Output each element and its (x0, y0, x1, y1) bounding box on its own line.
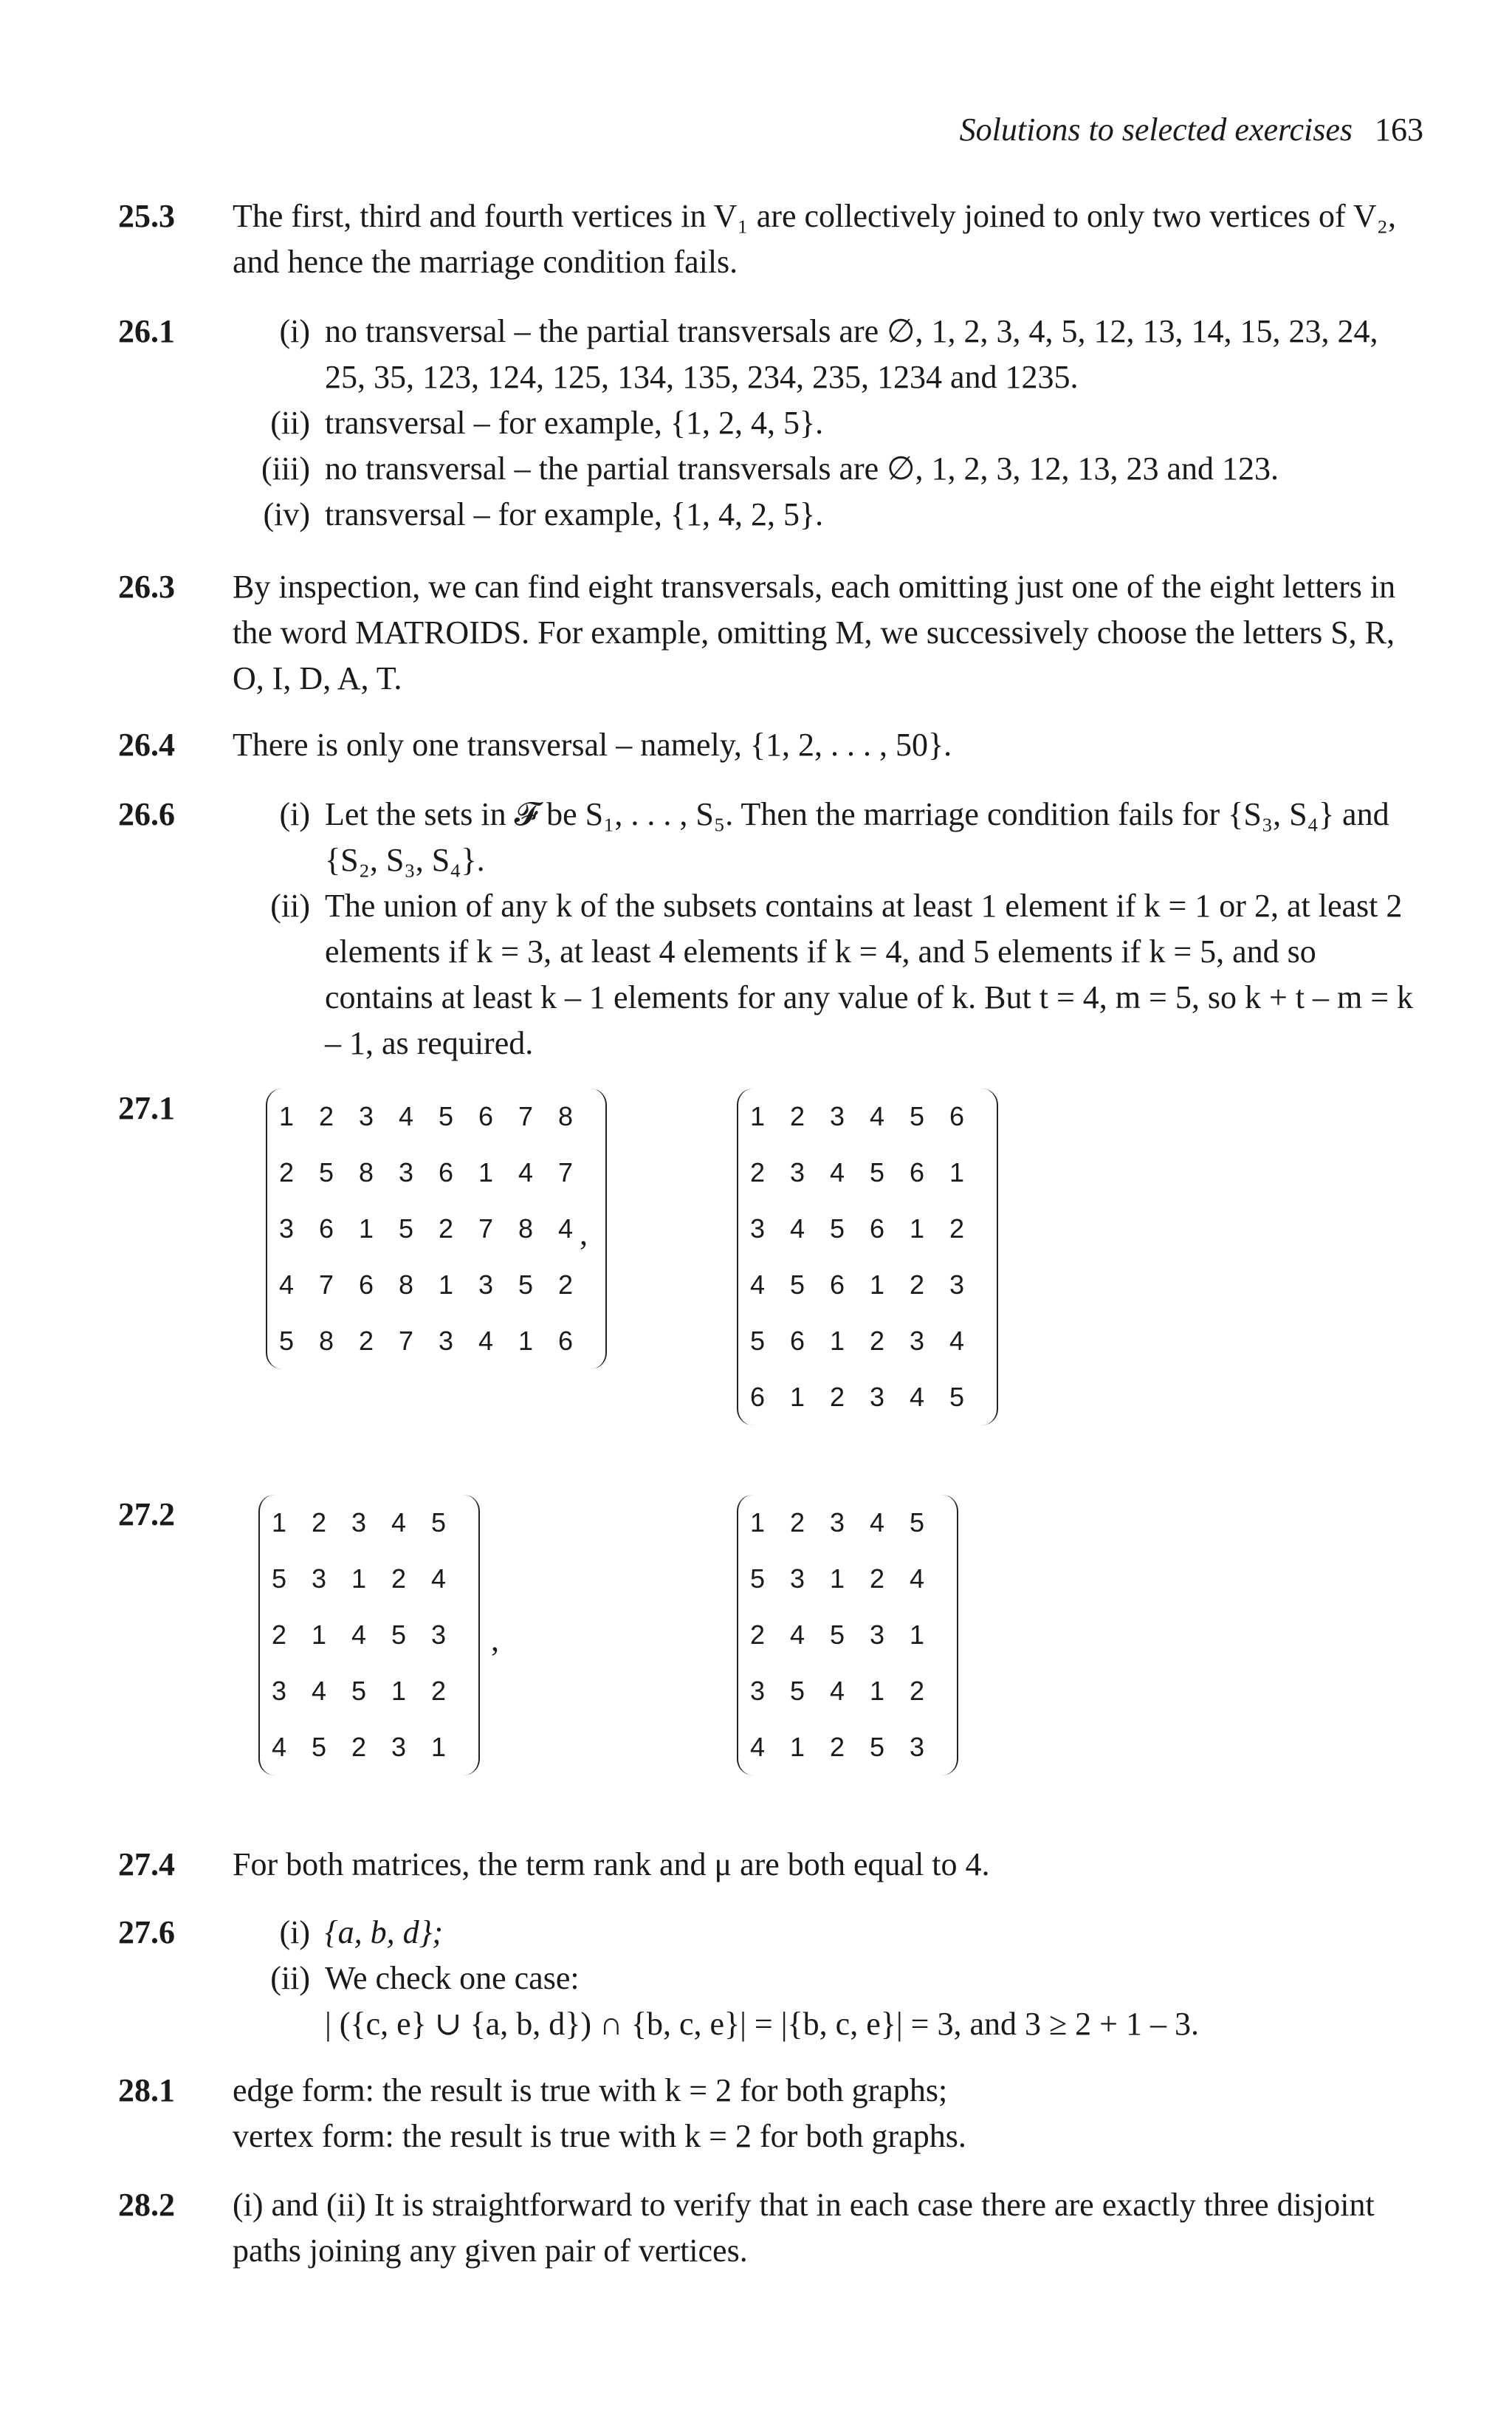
matrix-cell: 5 (319, 1157, 334, 1187)
matrix-cell: 4 (790, 1213, 805, 1244)
exercise-number: 25.3 (118, 198, 175, 234)
matrix-row (267, 1313, 605, 1369)
matrix-cell: 1 (750, 1101, 766, 1131)
matrix-cell: 1 (518, 1326, 534, 1356)
matrix-cell: 5 (910, 1101, 925, 1131)
matrix-cell: 6 (949, 1101, 965, 1131)
matrix-row (267, 1145, 605, 1201)
matrix-row (738, 1495, 957, 1551)
part-label: (i) (279, 796, 310, 832)
part-text: transversal – for example, {1, 4, 2, 5}. (325, 496, 824, 532)
matrix-cell: 2 (439, 1213, 454, 1244)
matrix-cell: 2 (910, 1676, 925, 1706)
part-text: We check one case: (325, 1960, 580, 1996)
matrix-cell: 2 (830, 1732, 845, 1762)
matrix-cell: 5 (830, 1620, 845, 1650)
part-text: no transversal – the partial transversals are ∅, 1, 2, 3, 12, 13, 23 and 123. (325, 450, 1279, 487)
matrix-cell: 2 (750, 1157, 766, 1187)
matrix-cell: 2 (830, 1382, 845, 1412)
matrix-cell: 3 (279, 1213, 295, 1244)
matrix-cell: 8 (558, 1101, 574, 1131)
exercise-26-6 (118, 792, 1418, 1066)
page-number: 163 (1375, 112, 1423, 148)
formula-line (233, 2001, 1418, 2047)
matrix-cell: 5 (870, 1732, 885, 1762)
matrix-row (738, 1257, 997, 1313)
matrix-cell: 3 (272, 1676, 287, 1706)
matrix-cell: 1 (790, 1382, 805, 1412)
matrix-cell: 8 (319, 1326, 334, 1356)
part-text: The union of any k of the subsets contains at least 1 element if k = 1 or 2, at least 2 elements if k = 3, at least 4 elements if k = 4, and 5 elements if k = 5, and so contains at least k – 1 elements for any value of k. But t = 4, m = 5, so k + t – m = k – 1, as required. (325, 888, 1414, 1061)
matrix-cell: 4 (830, 1676, 845, 1706)
part-label: (iv) (263, 496, 310, 532)
exercise-number: 26.4 (118, 727, 175, 763)
matrix-cell: 1 (359, 1213, 374, 1244)
matrix-cell: 2 (949, 1213, 965, 1244)
matrix-cell: 3 (870, 1382, 885, 1412)
exercise-text: The first, third and fourth vertices in V₁ are collectively joined to only two vertices of V₂, and hence the marriage condition fails. (233, 198, 1396, 280)
matrix-cell: 3 (870, 1620, 885, 1650)
matrix-cell: 1 (272, 1507, 287, 1538)
exercise-number: 27.2 (118, 1496, 175, 1532)
matrix-row (738, 1663, 957, 1719)
vertex-form-line: vertex form: the result is true with k = 2 for both graphs. (233, 2118, 966, 2154)
matrix-cell: 1 (312, 1620, 327, 1650)
part-iv (233, 492, 1418, 538)
formula: | ({c, e} ∪ {a, b, d}) ∩ {b, c, e}| = |{b, c, e}| = 3, and 3 ≥ 2 + 1 – 3. (325, 2006, 1199, 2042)
matrix-cell: 2 (359, 1326, 374, 1356)
matrix-separator: , (580, 1216, 588, 1252)
matrix-cell: 5 (312, 1732, 327, 1762)
matrix-cell: 7 (518, 1101, 534, 1131)
matrix-cell: 2 (279, 1157, 295, 1187)
matrix-cell: 2 (272, 1620, 287, 1650)
matrix-cell: 1 (949, 1157, 965, 1187)
matrix-cell: 1 (478, 1157, 494, 1187)
matrix-cell: 6 (319, 1213, 334, 1244)
exercise-27-1 (118, 1086, 1418, 1440)
matrix-cell: 2 (319, 1101, 334, 1131)
matrix-cell: 6 (790, 1326, 805, 1356)
matrix-cell: 3 (351, 1507, 367, 1538)
matrix-cell: 5 (750, 1326, 766, 1356)
matrix-cell: 6 (558, 1326, 574, 1356)
matrix-cell: 8 (399, 1269, 414, 1300)
part-iii (233, 446, 1418, 492)
matrix-cell: 4 (790, 1620, 805, 1650)
matrix-cell: 2 (312, 1507, 327, 1538)
matrix-cell: 3 (830, 1507, 845, 1538)
matrix-cell: 1 (750, 1507, 766, 1538)
matrix-cell: 4 (870, 1507, 885, 1538)
matrix-cell: 5 (910, 1507, 925, 1538)
exercise-27-2 (118, 1492, 1418, 1787)
matrix-cell: 1 (870, 1676, 885, 1706)
matrix-cell: 1 (279, 1101, 295, 1131)
matrix-cell: 1 (439, 1269, 454, 1300)
matrix-left (266, 1089, 607, 1369)
matrix-cell: 3 (949, 1269, 965, 1300)
matrix-right (737, 1495, 958, 1775)
matrix-cell: 5 (272, 1563, 287, 1594)
matrix-cell: 3 (399, 1157, 414, 1187)
matrix-cell: 4 (312, 1676, 327, 1706)
matrix-cell: 5 (351, 1676, 367, 1706)
part-ii (233, 883, 1418, 1066)
matrix-row (260, 1663, 478, 1719)
matrix-row (260, 1495, 478, 1551)
matrix-cell: 5 (431, 1507, 447, 1538)
matrix-cell: 4 (518, 1157, 534, 1187)
exercise-26-3 (118, 564, 1418, 702)
exercise-text: There is only one transversal – namely, {1, 2, . . . , 50}. (233, 727, 952, 763)
exercise-text: For both matrices, the term rank and μ are both equal to 4. (233, 1846, 990, 1882)
matrix-row (738, 1089, 997, 1145)
matrix-cell: 5 (790, 1676, 805, 1706)
running-header (960, 111, 1423, 148)
running-title: Solutions to selected exercises (959, 112, 1353, 148)
matrix-cell: 3 (431, 1620, 447, 1650)
matrix-cell: 2 (391, 1563, 407, 1594)
matrix-right (737, 1089, 998, 1425)
matrix-cell: 2 (431, 1676, 447, 1706)
matrix-cell: 4 (870, 1101, 885, 1131)
part-label: (i) (279, 1914, 310, 1950)
part-label: (iii) (261, 450, 310, 487)
matrix-cell: 3 (439, 1326, 454, 1356)
part-i (233, 1910, 1418, 1956)
matrix-cell: 3 (750, 1213, 766, 1244)
matrix-cell: 5 (399, 1213, 414, 1244)
matrix-row (267, 1089, 605, 1145)
matrix-cell: 4 (910, 1382, 925, 1412)
matrix-cell: 3 (391, 1732, 407, 1762)
matrix-cell: 3 (790, 1563, 805, 1594)
matrix-cell: 1 (910, 1213, 925, 1244)
exercise-27-4 (118, 1842, 1418, 1888)
matrix-cell: 4 (949, 1326, 965, 1356)
part-label: (ii) (270, 1960, 310, 1996)
part-i (233, 309, 1418, 400)
exercise-number: 27.1 (118, 1090, 175, 1126)
exercise-27-6 (118, 1910, 1418, 2047)
part-text: Let the sets in 𝓕 be S₁, . . . , S₅. Then the marriage condition fails for {S₃, S₄} and {S₂, S₃, S₄}. (325, 796, 1389, 878)
matrix-cell: 5 (279, 1326, 295, 1356)
matrix-cell: 6 (439, 1157, 454, 1187)
matrix-row (267, 1201, 605, 1257)
matrix-cell: 2 (870, 1563, 885, 1594)
matrix-row (738, 1369, 997, 1425)
exercise-28-1 (118, 2068, 1418, 2159)
matrix-row (738, 1201, 997, 1257)
matrix-cell: 8 (359, 1157, 374, 1187)
matrix-cell: 1 (431, 1732, 447, 1762)
matrix-cell: 4 (391, 1507, 407, 1538)
matrix-row (260, 1551, 478, 1607)
matrix-cell: 4 (910, 1563, 925, 1594)
matrix-cell: 1 (870, 1269, 885, 1300)
exercise-number: 26.6 (118, 796, 175, 832)
part-text: no transversal – the partial transversals are ∅, 1, 2, 3, 4, 5, 12, 13, 14, 15, 23, 24, 25, 35, 123, 124, 125, 134, 135, 234, 235, 1234 and 1235. (325, 313, 1378, 395)
matrix-cell: 7 (478, 1213, 494, 1244)
matrix-cell: 5 (391, 1620, 407, 1650)
part-ii (233, 400, 1418, 446)
matrix-separator: , (491, 1622, 499, 1658)
matrix-cell: 4 (272, 1732, 287, 1762)
matrix-cell: 4 (750, 1269, 766, 1300)
matrix-cell: 2 (790, 1101, 805, 1131)
matrix-cell: 6 (750, 1382, 766, 1412)
matrix-row (738, 1313, 997, 1369)
matrix-cell: 3 (830, 1101, 845, 1131)
exercise-25-3 (118, 193, 1418, 285)
matrix-cell: 1 (910, 1620, 925, 1650)
exercise-number: 26.3 (118, 569, 175, 605)
part-i (233, 792, 1418, 883)
matrix-cell: 2 (558, 1269, 574, 1300)
matrix-cell: 3 (910, 1326, 925, 1356)
exercise-number: 28.2 (118, 2187, 175, 2223)
exercise-number: 26.1 (118, 313, 175, 349)
matrix-cell: 3 (478, 1269, 494, 1300)
exercise-number: 27.6 (118, 1914, 175, 1950)
matrix-cell: 2 (750, 1620, 766, 1650)
matrix-left (258, 1495, 480, 1775)
matrix-cell: 5 (790, 1269, 805, 1300)
matrix-cell: 1 (830, 1326, 845, 1356)
part-label: (ii) (270, 888, 310, 924)
matrix-cell: 8 (518, 1213, 534, 1244)
part-label: (i) (279, 313, 310, 349)
matrix-row (267, 1257, 605, 1313)
part-label: (ii) (270, 405, 310, 441)
matrix-cell: 4 (478, 1326, 494, 1356)
matrix-cell: 7 (319, 1269, 334, 1300)
matrix-cell: 4 (279, 1269, 295, 1300)
exercise-text: (i) and (ii) It is straightforward to verify that in each case there are exactly three disjoint paths joining any given pair of vertices. (233, 2187, 1375, 2269)
matrix-cell: 6 (910, 1157, 925, 1187)
matrix-cell: 4 (750, 1732, 766, 1762)
matrix-cell: 7 (399, 1326, 414, 1356)
matrix-cell: 4 (431, 1563, 447, 1594)
matrix-cell: 1 (790, 1732, 805, 1762)
matrix-cell: 6 (870, 1213, 885, 1244)
matrix-cell: 5 (949, 1382, 965, 1412)
part-text: transversal – for example, {1, 2, 4, 5}. (325, 405, 824, 441)
exercise-number: 28.1 (118, 2072, 175, 2108)
matrix-cell: 5 (518, 1269, 534, 1300)
part-ii (233, 1956, 1418, 2001)
matrix-row (738, 1607, 957, 1663)
exercise-26-4 (118, 722, 1418, 768)
matrix-cell: 1 (830, 1563, 845, 1594)
matrix-row (260, 1719, 478, 1775)
matrix-cell: 5 (870, 1157, 885, 1187)
matrix-cell: 3 (312, 1563, 327, 1594)
matrix-row (738, 1719, 957, 1775)
matrix-cell: 4 (558, 1213, 574, 1244)
matrix-cell: 3 (790, 1157, 805, 1187)
matrix-cell: 2 (790, 1507, 805, 1538)
matrix-cell: 2 (870, 1326, 885, 1356)
matrix-row (738, 1145, 997, 1201)
matrix-cell: 6 (478, 1101, 494, 1131)
matrix-cell: 3 (750, 1676, 766, 1706)
matrix-cell: 5 (830, 1213, 845, 1244)
matrix-cell: 5 (439, 1101, 454, 1131)
part-text: {a, b, d}; (325, 1914, 443, 1950)
exercise-number: 27.4 (118, 1846, 175, 1882)
matrix-cell: 4 (830, 1157, 845, 1187)
exercise-28-2 (118, 2182, 1418, 2274)
matrix-cell: 4 (351, 1620, 367, 1650)
matrix-row (738, 1551, 957, 1607)
exercise-26-1 (118, 309, 1418, 538)
matrix-cell: 1 (391, 1676, 407, 1706)
matrix-row (260, 1607, 478, 1663)
matrix-cell: 2 (351, 1732, 367, 1762)
matrix-cell: 6 (830, 1269, 845, 1300)
matrix-cell: 1 (351, 1563, 367, 1594)
exercise-text: By inspection, we can find eight transversals, each omitting just one of the eight letters in the word MATROIDS. For example, omitting M, we successively choose the letters S, R, O, I, D, A, T. (233, 569, 1396, 696)
matrix-cell: 2 (910, 1269, 925, 1300)
matrix-cell: 4 (399, 1101, 414, 1131)
matrix-cell: 3 (910, 1732, 925, 1762)
matrix-cell: 3 (359, 1101, 374, 1131)
matrix-cell: 6 (359, 1269, 374, 1300)
matrix-cell: 7 (558, 1157, 574, 1187)
edge-form-line: edge form: the result is true with k = 2 for both graphs; (233, 2072, 948, 2108)
matrix-cell: 5 (750, 1563, 766, 1594)
